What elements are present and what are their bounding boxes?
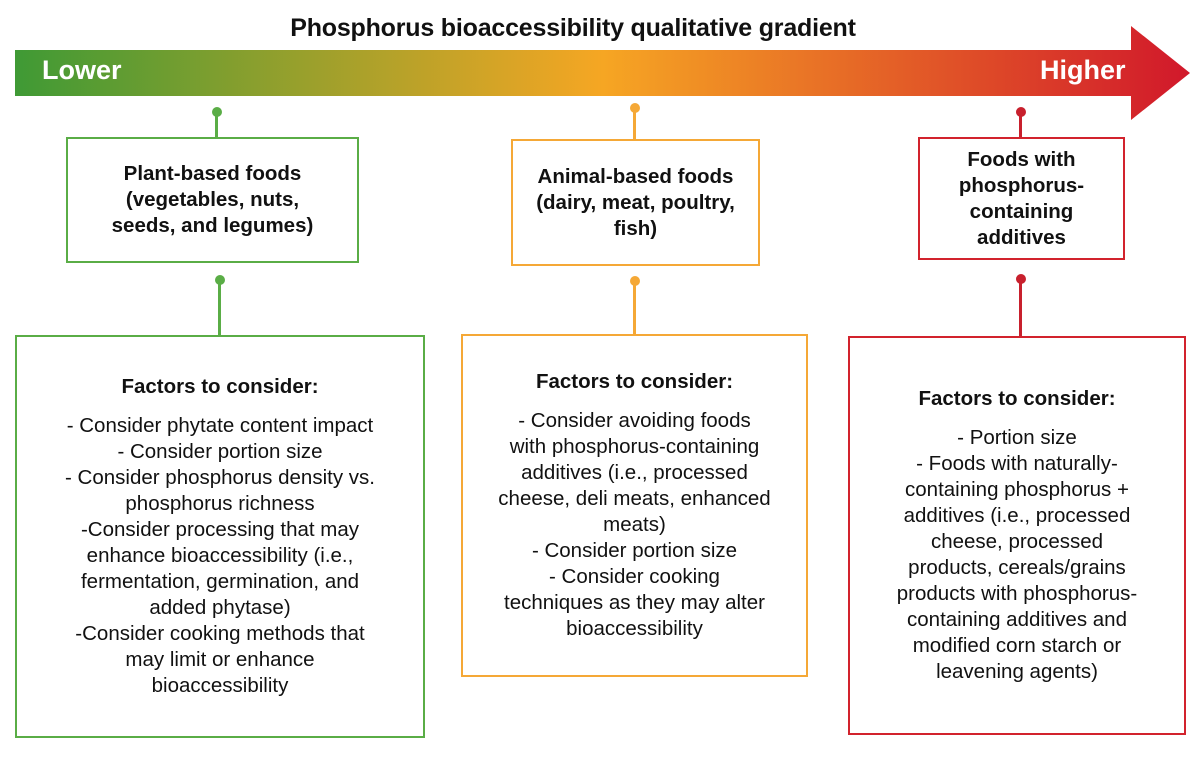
factor-line: - Foods with naturally- [916,451,1118,475]
factors-title: Factors to consider: [918,386,1116,410]
factor-line: containing additives and [907,607,1127,631]
factor-line: additives (i.e., processed [521,460,748,484]
factor-line: bioaccessibility [566,616,703,640]
category-label: Plant-based foods (vegetables, nuts, seeds, and legumes) [111,162,314,237]
factor-line: products, cereals/grains [908,555,1126,579]
connector-line [633,281,636,335]
factors-list [498,408,770,642]
gradient-high-label: Higher [1040,55,1126,85]
factors-title: Factors to consider: [121,374,319,398]
factor-line: - Consider portion size [117,439,323,463]
connector-line [215,112,218,138]
factor-line: added phytase) [149,595,291,619]
connector-line [1019,279,1022,337]
factor-line: modified corn starch or [912,633,1122,657]
connector-line [633,108,636,140]
factor-line: may limit or enhance [125,647,315,671]
factor-line: - Consider avoiding foods [518,408,751,432]
factor-line: cheese, processed [930,529,1104,553]
connector-line [218,280,221,336]
factor-line: - Consider phosphorus density vs. [65,465,375,489]
factor-line: bioaccessibility [151,673,289,697]
factors-box-additives [848,336,1186,735]
factor-line: meats) [603,512,666,536]
gradient-low-label: Lower [42,55,122,85]
factor-line: - Consider phytate content impact [66,413,374,437]
factor-line: - Portion size [957,425,1077,449]
connector-line [1019,112,1022,138]
factor-line: phosphorus richness [125,491,315,515]
factors-box-animal-based [461,334,808,677]
factors-box-plant-based [15,335,425,738]
category-label: Animal-based foods (dairy, meat, poultry, fish) [536,164,735,240]
category-box-plant-based [66,137,359,263]
category-box-animal-based [511,139,760,266]
factor-line: enhance bioaccessibility (i.e., [86,543,354,567]
factor-line: with phosphorus-containing [509,434,760,458]
factors-title: Factors to consider: [535,369,734,393]
factor-line: -Consider processing that may [80,517,359,541]
factor-line: techniques as they may alter [504,590,765,614]
factor-line: leavening agents) [936,659,1098,683]
factor-line: -Consider cooking methods that [75,621,365,645]
gradient-arrow [15,26,1190,120]
factor-line: fermentation, germination, and [80,569,360,593]
factors-list [897,425,1137,685]
diagram-title: Phosphorus bioaccessibility qualitative gradient [290,14,856,42]
factors-list [65,413,375,699]
category-box-additives [918,137,1125,260]
factor-line: - Consider portion size [531,538,738,562]
factor-line: - Consider cooking [549,564,720,588]
factor-line: cheese, deli meats, enhanced [498,486,771,510]
factor-line: additives (i.e., processed [903,503,1131,527]
factor-line: containing phosphorus + [905,477,1129,501]
category-label: Foods with phosphorus- containing additives [958,147,1085,249]
factor-line: products with phosphorus- [896,581,1138,605]
